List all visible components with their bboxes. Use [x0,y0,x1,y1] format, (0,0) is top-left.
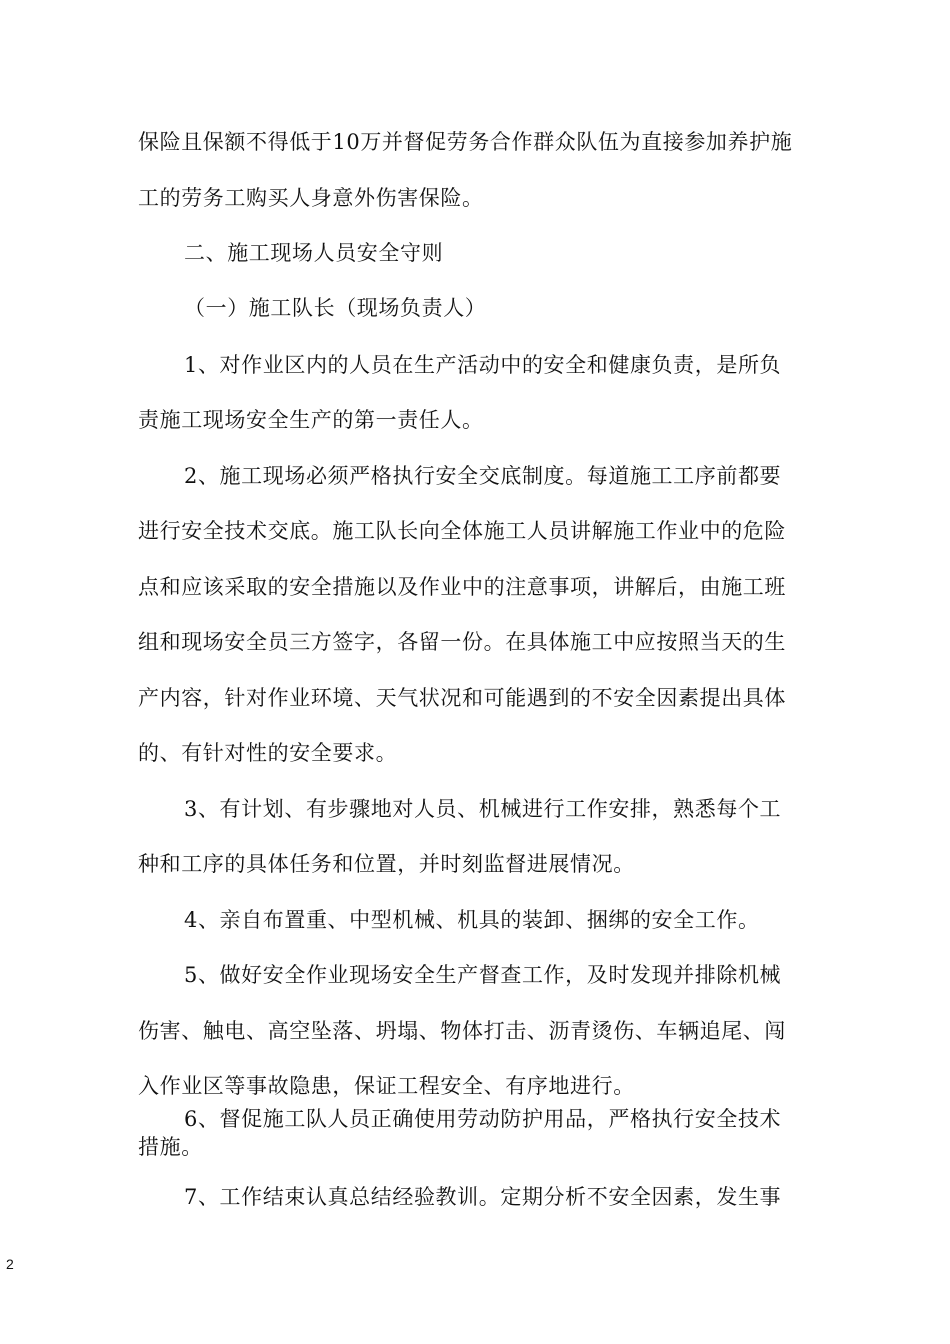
text-line: 5、做好安全作业现场安全生产督查工作，及时发现并排除机械 [184,963,782,987]
text-line: 1、对作业区内的人员在生产活动中的安全和健康负责，是所负 [184,353,782,377]
text-line: 伤害、触电、高空坠落、坍塌、物体打击、沥青烫伤、车辆追尾、闯 [138,1019,786,1043]
section-heading: 二、施工现场人员安全守则 [184,241,444,265]
text-line: 6、督促施工队人员正确使用劳动防护用品，严格执行安全技术 [184,1107,782,1131]
text-line: 工的劳务工购买人身意外伤害保险。 [138,186,484,210]
subsection-heading: （一）施工队长（现场负责人） [184,296,487,320]
page-number: 2 [6,1256,14,1272]
text-line: 3、有计划、有步骤地对人员、机械进行工作安排，熟悉每个工 [184,797,782,821]
text-line: 点和应该采取的安全措施以及作业中的注意事项，讲解后，由施工班 [138,575,786,599]
text-line: 措施。 [138,1135,203,1159]
text-line: 的、有针对性的安全要求。 [138,741,398,765]
text-line: 入作业区等事故隐患，保证工程安全、有序地进行。 [138,1074,635,1098]
text-line: 产内容，针对作业环境、天气状况和可能遇到的不安全因素提出具体 [138,686,786,710]
text-line: 保险且保额不得低于10万并督促劳务合作群众队伍为直接参加养护施 [138,130,793,154]
text-line: 进行安全技术交底。施工队长向全体施工人员讲解施工作业中的危险 [138,519,786,543]
text-line: 组和现场安全员三方签字，各留一份。在具体施工中应按照当天的生 [138,630,786,654]
text-line: 7、工作结束认真总结经验教训。定期分析不安全因素，发生事 [184,1185,782,1209]
text-line: 种和工序的具体任务和位置，并时刻监督进展情况。 [138,852,635,876]
text-line: 2、施工现场必须严格执行安全交底制度。每道施工工序前都要 [184,464,782,488]
text-line: 责施工现场安全生产的第一责任人。 [138,408,484,432]
text-line: 4、亲自布置重、中型机械、机具的装卸、捆绑的安全工作。 [184,908,760,932]
